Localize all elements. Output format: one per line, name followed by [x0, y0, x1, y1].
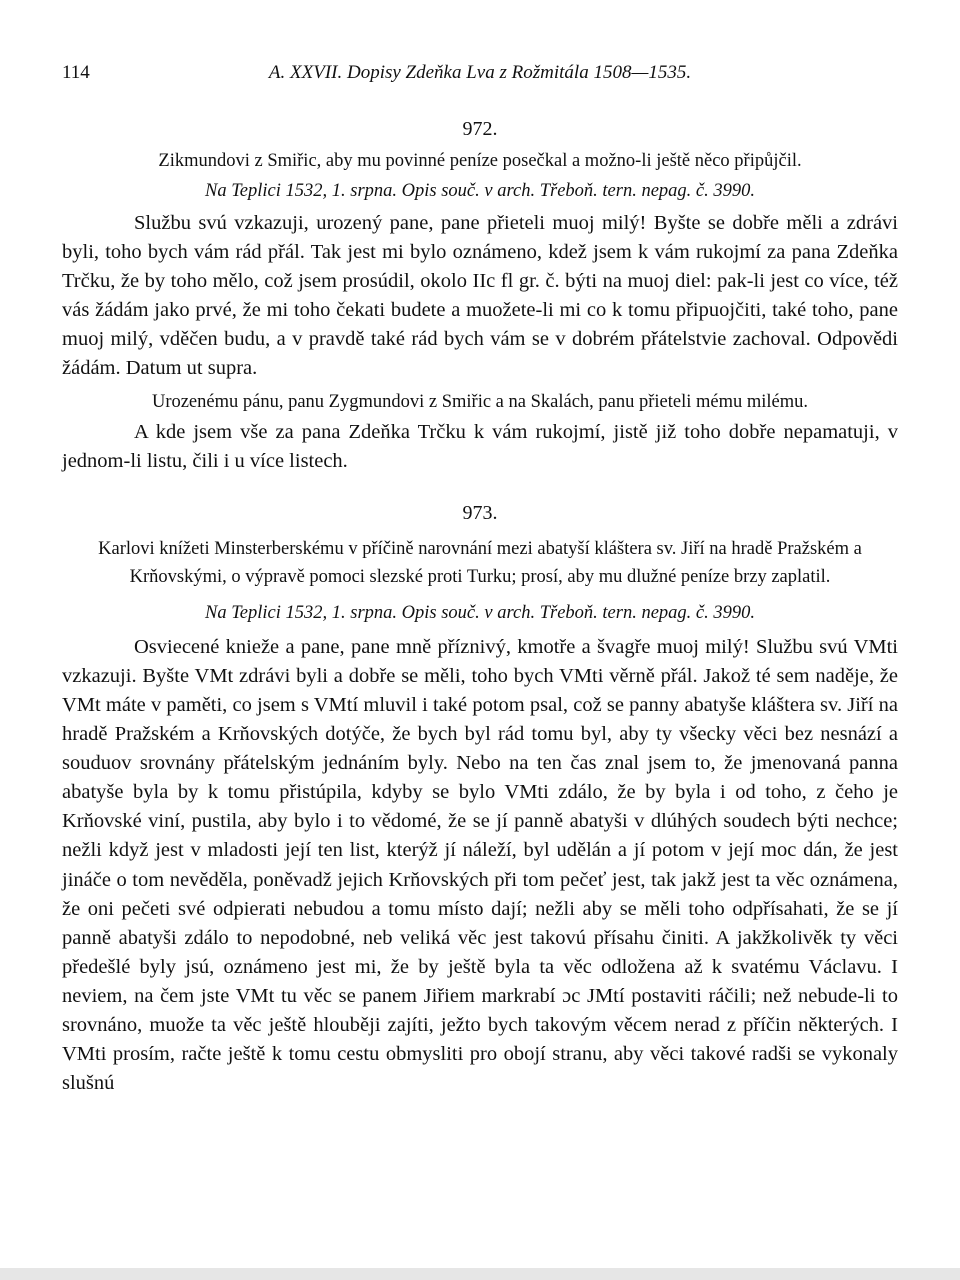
document-summary: Karlovi knížeti Minsterberskému v příčině narovnání mezi abatyší kláštera sv. Jiří na hradě Pražském a Krňovskými, o výpravě pomoci slezské proti Turku; prosí, aby mu dlužné peníze brzy zaplatil. [98, 538, 862, 587]
letter-body: Službu svú vzkazuji, urozený pane, pane přieteli muoj milý! Byšte se dobře měli a zdrávi byli, toho bych vám rád přál. Tak jest mi bylo oznámeno, kdež jsem k vám rukojmí za pana Zdeňka Trčku, že by toho mělo, což jsem prosúdil, okolo IIc fl gr. č. býti na muoj diel: pak-li jest co více, též vás žádám jako prvé, že mi toho čekati budete a muožete-li mi co k tomu připuojčiti, také toho, pane muoj milý, vděčen budu, a v pravdě také rád bych vám se v dobrém přátelstvie zachoval. Odpovědi žádám. Datum ut supra. [62, 212, 898, 380]
book-page [62, 62, 898, 1098]
document-summary: Zikmundovi z Smiřic, aby mu povinné peníze posečkal a možno-li ještě něco připůjčil. [158, 151, 802, 171]
running-head: A. XXVII. Dopisy Zdeňka Lva z Rožmitála 1508—1535. [268, 62, 692, 83]
letter-body: Osviecené knieže a pane, pane mně příznivý, kmotře a švagře muoj milý! Službu svú VMti vzkazuji. Byšte VMt zdrávi byli a dobře se měli, toho bych VMti věrně přál. Jakož té sem naděje, že VMt máte v paměti, co jsem s VMtí mluvil i také potom psal, což se panny abatyše kláštera sv. Jiří na hradě Pražském a Krňovských dotýče, že bych byl rád tomu byl, aby ty všecky věci bez nesnází a souduov srovnány přátelským jednáním byly. Nebo na ten čas znal jsem to, že jmenovaná panna abatyše byla by k tomu přistúpila, kdyby se bylo VMti zdálo, že by byla i od toho, z čeho je Krňovské viní, pustila, aby bylo i to vědomé, že se jí panně abatyši v dlúhých soudech býti nechce; nežli když jest v mladosti její ten list, kterýž jí náleží, byl udělán a jí potom v její moc dán, že jest jináče o tom nevěděla, poněvadž jejich Krňovských při tom pečeť jest, tak jakž jest ta věc oznámena, že oni pečeti své odpierati nebudou a tomu místo dají; nežli aby se měli toho odpřísahati, že se jí panně abatyši zdálo to nepodobné, neb veliká věc jest takovú přísahu činiti. A jakžkolivěk ty věci předešlé byly jsú, oznámeno jest mi, že by ještě byla ta věc odložena až k svatému Václavu. I neviem, na čem jste VMt tu věc se panem Jiřiem markrabí ɔc JMtí postaviti ráčili; než nebude-li to srovnáno, muože ta věc ještě hlouběji zajíti, ježto bych takovým věcem nerad z příčin některých. I VMti prosím, račte ještě k tomu cestu obmysliti pro obojí stranu, aby věci takové radši se vykonaly slušnú [62, 635, 898, 1095]
document-973 [62, 502, 898, 1099]
document-source: Na Teplici 1532, 1. srpna. Opis souč. v arch. Třeboň. tern. nepag. č. 3990. [204, 181, 755, 201]
page-header [62, 62, 898, 92]
document-972 [62, 118, 898, 476]
scan-bottom-edge [0, 1268, 960, 1280]
letter-postscript: A kde jsem vše za pana Zdeňka Trčku k vám rukojmí, jistě již toho dobře nepamatuji, v jednom-li listu, čili i u více listech. [62, 420, 898, 472]
document-number: 973. [462, 501, 498, 524]
document-number: 972. [462, 118, 498, 140]
page-number: 114 [62, 62, 90, 83]
document-source: Na Teplici 1532, 1. srpna. Opis souč. v arch. Třeboň. tern. nepag. č. 3990. [204, 602, 755, 623]
letter-address: Urozenému pánu, panu Zygmundovi z Smiřic a na Skalách, panu přieteli mému milému. [151, 391, 809, 412]
